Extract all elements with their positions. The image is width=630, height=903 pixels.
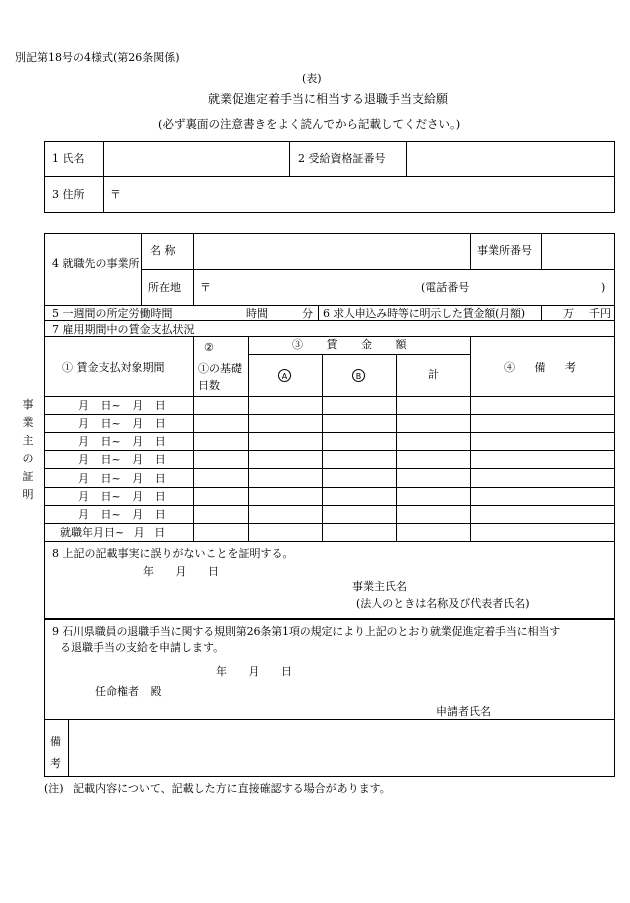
item4-label: 4 就職先の事業所 [52, 257, 140, 270]
table-row: 月 日~ 月 日 [78, 417, 166, 430]
man-unit: 万 [563, 307, 574, 320]
item8-date: 年 月 日 [143, 565, 219, 578]
phone-field[interactable] [490, 270, 598, 304]
address-postal-mark: 〒 [110, 188, 121, 201]
location-field[interactable] [210, 270, 410, 304]
col3c-label: 計 [428, 368, 439, 381]
item6-label: 6 求人申込み時等に明示した賃金額(月額) [323, 307, 525, 320]
remarks-label: 備考 [50, 735, 61, 770]
address-field[interactable] [120, 177, 614, 212]
cert-number-field[interactable] [407, 142, 614, 175]
form-title: 就業促進定着手当に相当する退職手当支給願 [208, 92, 449, 106]
item5-label: 5 一週間の所定労働時間 [52, 307, 173, 320]
minutes-unit: 分 [302, 307, 313, 320]
col3b-label: B [352, 369, 365, 382]
employer-name-field[interactable] [194, 234, 469, 268]
applicant-name-field[interactable] [498, 700, 610, 718]
table-row: 月 日~ 月 日 [78, 453, 166, 466]
item8-label: 8 上記の記載事実に誤りがないことを証明する。 [52, 547, 294, 560]
employer-side-label: 事業主の証明 [22, 398, 34, 501]
owner-name-label: 事業主氏名 [352, 580, 407, 593]
item9-line2: る退職手当の支給を申請します。 [60, 641, 225, 654]
applicant-name-label: 申請者氏名 [436, 705, 491, 718]
name-label: 1 氏名 [52, 152, 85, 165]
name-field[interactable] [104, 142, 288, 175]
appointer-label: 任命権者 殿 [95, 685, 162, 698]
owner-name-field[interactable] [414, 574, 609, 592]
cert-number-label: 2 受給資格証番号 [298, 152, 386, 165]
table-row: 月 日~ 月 日 [78, 399, 166, 412]
application-date: 年 月 日 [216, 665, 292, 678]
table-row: 月 日~ 月 日 [78, 472, 166, 485]
form-side-label: (表) [302, 72, 322, 85]
col4-label: ④ 備 考 [504, 361, 584, 374]
col2-label: ①の基礎日数 [198, 362, 242, 392]
item9-line1: 9 石川県職員の退職手当に関する規則第26条第1項の規定により上記のとおり就業促進定着手当に相当す [52, 625, 561, 638]
phone-label: (電話番号 [421, 281, 470, 294]
footer-note: (注) 記載内容について、記載した方に直接確認する場合があります。 [44, 782, 391, 795]
remarks-field[interactable] [69, 720, 614, 776]
col2-number: ② [204, 341, 214, 354]
address-label: 3 住所 [52, 188, 85, 201]
location-label: 所在地 [148, 281, 181, 294]
col1-label: ① 賃金支払対象期間 [62, 361, 165, 374]
item7-label: 7 雇用期間中の賃金支払状況 [52, 323, 195, 336]
hours-unit: 時間 [246, 307, 268, 320]
table-row: 月 日~ 月 日 [78, 490, 166, 503]
employer-name-label: 名 称 [150, 244, 176, 257]
office-number-field[interactable] [542, 234, 614, 268]
col3a-label: A [278, 369, 291, 382]
table-row: 月 日~ 月 日 [78, 508, 166, 521]
table-row: 就職年月日~ 月 日 [60, 526, 166, 539]
col3-label: ③ 賃 金 額 [292, 338, 417, 351]
phone-close: ) [601, 281, 606, 294]
office-number-label: 事業所番号 [477, 244, 532, 257]
table-row: 月 日~ 月 日 [78, 435, 166, 448]
form-ref: 別記第18号の4様式(第26条関係) [15, 51, 180, 64]
owner-note: (法人のときは名称及び代表者氏名) [356, 597, 530, 610]
location-postal-mark: 〒 [200, 281, 211, 294]
sen-yen-unit: 千円 [589, 307, 611, 320]
form-note: (必ず裏面の注意書きをよく読んでから記載してください。) [158, 117, 461, 131]
